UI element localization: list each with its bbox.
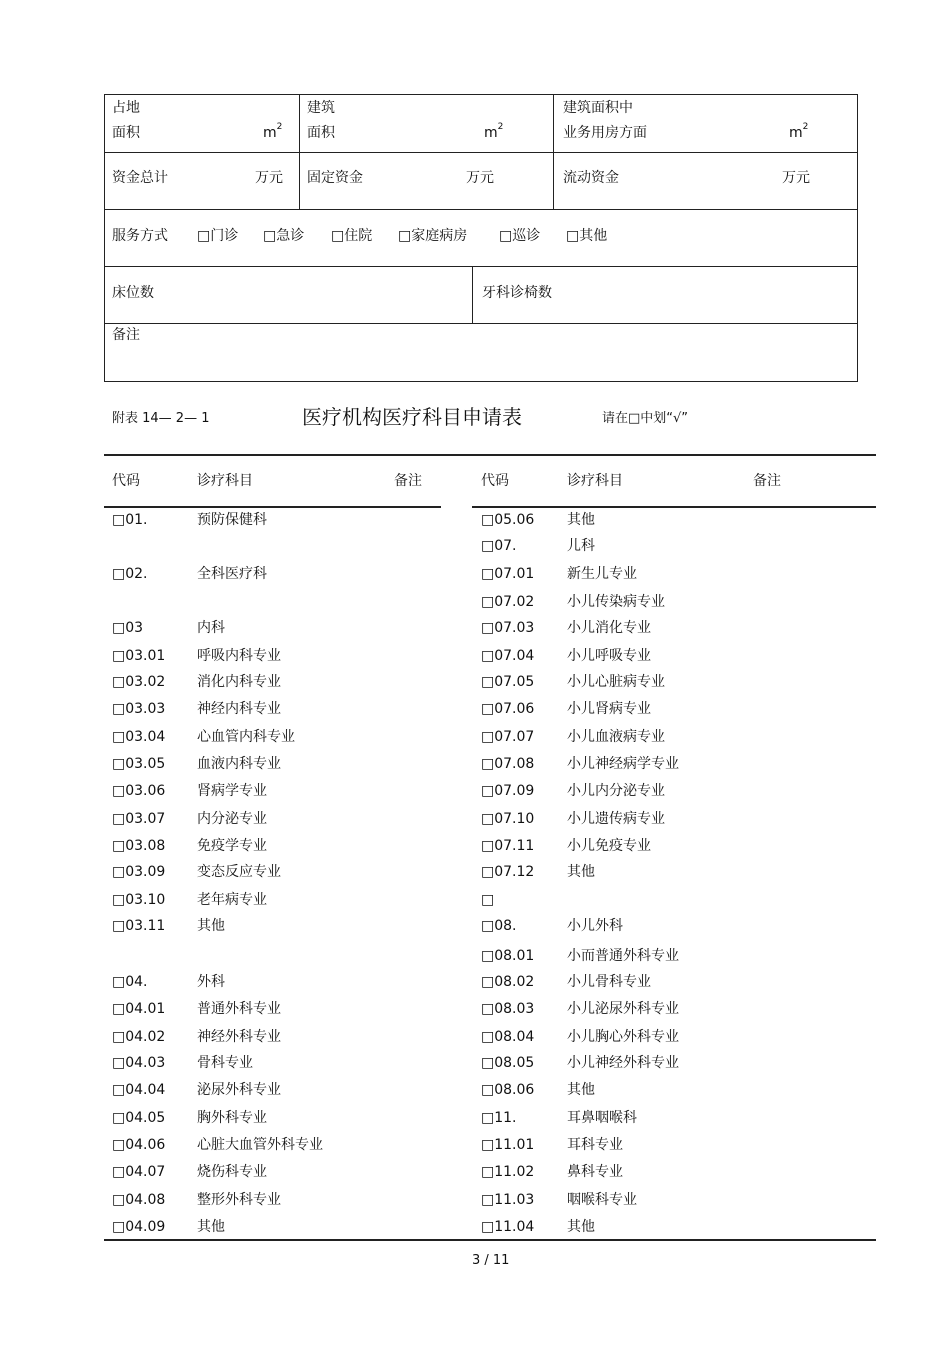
subject-code-checkbox[interactable]: □08.02 xyxy=(481,974,535,990)
table-row xyxy=(481,512,811,528)
row-divider xyxy=(104,152,858,153)
subject-code-checkbox[interactable]: □03.09 xyxy=(112,864,166,880)
subject-name: 心血管内科专业 xyxy=(197,729,295,745)
subject-code-checkbox[interactable]: □04.06 xyxy=(112,1137,166,1153)
subject-name: 预防保健科 xyxy=(197,512,267,528)
table-row xyxy=(112,648,442,664)
table-row xyxy=(112,1110,442,1126)
business-area-unit: $m^2$ xyxy=(789,122,809,141)
subject-code-checkbox[interactable]: □08. xyxy=(481,918,517,934)
right-header-code: 代码 xyxy=(481,473,509,489)
building-area-label-line1: 建筑 xyxy=(307,100,335,116)
table-top-rule xyxy=(104,454,876,456)
subject-code-checkbox[interactable]: □11. xyxy=(481,1110,517,1126)
row-divider xyxy=(104,209,858,210)
subject-name: 小儿传染病专业 xyxy=(567,594,665,610)
col-divider xyxy=(299,94,300,209)
subject-code-checkbox[interactable]: □ xyxy=(481,892,495,908)
table-bottom-rule xyxy=(104,1239,876,1241)
table-row xyxy=(112,1137,442,1153)
land-area-label-line1: 占地 xyxy=(112,100,140,116)
subject-name: 小儿外科 xyxy=(567,918,623,934)
col-divider xyxy=(472,266,473,323)
table-row xyxy=(112,1219,442,1235)
subject-name: 其他 xyxy=(197,1219,225,1235)
subject-name: 内科 xyxy=(197,620,225,636)
service-option-emergency[interactable]: □急诊 xyxy=(263,228,305,244)
subject-name: 血液内科专业 xyxy=(197,756,281,772)
subject-name: 小儿神经外科专业 xyxy=(567,1055,679,1071)
table-row xyxy=(481,892,811,908)
business-area-label-line2: 业务用房方面 xyxy=(563,125,647,141)
subject-name: 小而普通外科专业 xyxy=(567,948,679,964)
subject-name: 咽喉科专业 xyxy=(567,1192,637,1208)
subject-code-checkbox[interactable]: □01. xyxy=(112,512,148,528)
service-option-rounds[interactable]: □巡诊 xyxy=(499,228,541,244)
subject-name: 其他 xyxy=(567,512,595,528)
subject-name: 呼吸内科专业 xyxy=(197,648,281,664)
subject-code-checkbox[interactable]: □08.06 xyxy=(481,1082,535,1098)
subject-name: 老年病专业 xyxy=(197,892,267,908)
table-row xyxy=(481,538,811,554)
subject-code-checkbox[interactable]: □07.12 xyxy=(481,864,535,880)
subject-code-checkbox[interactable]: □07. xyxy=(481,538,517,554)
table-row xyxy=(481,974,811,990)
subject-name: 小儿泌尿外科专业 xyxy=(567,1001,679,1017)
subject-name: 烧伤科专业 xyxy=(197,1164,267,1180)
table-row xyxy=(112,892,442,908)
bed-count-label: 床位数 xyxy=(112,285,154,301)
subject-name: 内分泌专业 xyxy=(197,811,267,827)
table-row xyxy=(112,756,442,772)
subject-name: 全科医疗科 xyxy=(197,566,267,582)
dental-chair-count-label: 牙科诊椅数 xyxy=(482,285,552,301)
subject-name: 其他 xyxy=(567,1082,595,1098)
table-row xyxy=(481,729,811,745)
service-option-inpatient[interactable]: □住院 xyxy=(331,228,373,244)
table-row xyxy=(481,1110,811,1126)
subject-code-checkbox[interactable]: □03.10 xyxy=(112,892,166,908)
subject-code-checkbox[interactable]: □03.02 xyxy=(112,674,166,690)
service-mode-label: 服务方式 xyxy=(112,228,168,244)
subject-code-checkbox[interactable]: □04.05 xyxy=(112,1110,166,1126)
fixed-funds-label: 固定资金 xyxy=(307,170,363,186)
right-header-rule xyxy=(472,506,876,508)
table-row xyxy=(112,620,442,636)
subject-name: 消化内科专业 xyxy=(197,674,281,690)
table-row xyxy=(481,1055,811,1071)
land-area-label-line2: 面积 xyxy=(112,125,140,141)
subject-name: 儿科 xyxy=(567,538,595,554)
table-row xyxy=(481,566,811,582)
table-row xyxy=(112,729,442,745)
total-funds-label: 资金总计 xyxy=(112,170,168,186)
subject-code-checkbox[interactable]: □04.04 xyxy=(112,1082,166,1098)
table-row xyxy=(481,918,811,934)
table-row xyxy=(481,811,811,827)
service-option-outpatient[interactable]: □门诊 xyxy=(197,228,239,244)
col-divider xyxy=(553,94,554,209)
subject-name: 小儿呼吸专业 xyxy=(567,648,651,664)
subject-name: 小儿内分泌专业 xyxy=(567,783,665,799)
subject-code-checkbox[interactable]: □07.05 xyxy=(481,674,535,690)
subject-code-checkbox[interactable]: □07.09 xyxy=(481,783,535,799)
table-row xyxy=(112,1029,442,1045)
subject-name: 免疫学专业 xyxy=(197,838,267,854)
left-header-code: 代码 xyxy=(112,473,140,489)
right-header-subject: 诊疗科目 xyxy=(567,473,623,489)
right-header-note: 备注 xyxy=(753,473,781,489)
subject-name: 外科 xyxy=(197,974,225,990)
left-header-rule xyxy=(104,506,441,508)
service-option-other[interactable]: □其他 xyxy=(566,228,608,244)
subject-name: 泌尿外科专业 xyxy=(197,1082,281,1098)
subject-name: 小儿肾病专业 xyxy=(567,701,651,717)
subject-code-checkbox[interactable]: □08.05 xyxy=(481,1055,535,1071)
row-divider xyxy=(104,266,858,267)
subject-name: 整形外科专业 xyxy=(197,1192,281,1208)
row-divider xyxy=(104,323,858,324)
table-row xyxy=(112,674,442,690)
subject-name: 小儿心脏病专业 xyxy=(567,674,665,690)
subject-name: 心脏大血管外科专业 xyxy=(197,1137,323,1153)
table-row xyxy=(112,811,442,827)
subject-code-checkbox[interactable]: □03.05 xyxy=(112,756,166,772)
table-row xyxy=(112,512,442,528)
subject-name: 小儿血液病专业 xyxy=(567,729,665,745)
subject-name: 耳科专业 xyxy=(567,1137,623,1153)
table-row xyxy=(481,620,811,636)
building-area-label-line2: 面积 xyxy=(307,125,335,141)
subject-name: 小儿胸心外科专业 xyxy=(567,1029,679,1045)
table-row xyxy=(481,1137,811,1153)
land-area-unit: $m^2$ xyxy=(263,122,283,141)
subject-name: 神经外科专业 xyxy=(197,1029,281,1045)
subject-name: 小儿免疫专业 xyxy=(567,838,651,854)
table-row xyxy=(112,918,442,934)
subject-code-checkbox[interactable]: □04.02 xyxy=(112,1029,166,1045)
subject-name: 小儿神经病学专业 xyxy=(567,756,679,772)
subject-code-checkbox[interactable]: □03.07 xyxy=(112,811,166,827)
subject-name: 其他 xyxy=(567,864,595,880)
table-row xyxy=(112,1082,442,1098)
fixed-funds-unit: 万元 xyxy=(466,170,494,186)
subject-code-checkbox[interactable]: □04.01 xyxy=(112,1001,166,1017)
table-row xyxy=(481,594,811,610)
subject-code-checkbox[interactable]: □02. xyxy=(112,566,148,582)
table-row xyxy=(481,648,811,664)
table-row xyxy=(481,864,811,880)
table-row xyxy=(481,1029,811,1045)
subject-code-checkbox[interactable]: □03.08 xyxy=(112,838,166,854)
building-area-unit: $m^2$ xyxy=(484,122,504,141)
subject-code-checkbox[interactable]: □04.09 xyxy=(112,1219,166,1235)
subject-code-checkbox[interactable]: □11.04 xyxy=(481,1219,535,1235)
table-row xyxy=(481,838,811,854)
table-row xyxy=(112,1164,442,1180)
table-row xyxy=(112,1055,442,1071)
table-row xyxy=(481,674,811,690)
subject-name: 小儿消化专业 xyxy=(567,620,651,636)
subject-code-checkbox[interactable]: □04.07 xyxy=(112,1164,166,1180)
subject-code-checkbox[interactable]: □03.11 xyxy=(112,918,166,934)
subject-code-checkbox[interactable]: □11.01 xyxy=(481,1137,535,1153)
subject-code-checkbox[interactable]: □07.10 xyxy=(481,811,535,827)
subject-code-checkbox[interactable]: □07.06 xyxy=(481,701,535,717)
page-title: 医疗机构医疗科目申请表 xyxy=(302,405,522,429)
table-row xyxy=(112,1001,442,1017)
subject-code-checkbox[interactable]: □07.01 xyxy=(481,566,535,582)
remarks-label: 备注 xyxy=(112,327,140,343)
table-row xyxy=(481,783,811,799)
subject-code-checkbox[interactable]: □11.02 xyxy=(481,1164,535,1180)
subject-name: 新生儿专业 xyxy=(567,566,637,582)
current-funds-label: 流动资金 xyxy=(563,170,619,186)
current-funds-unit: 万元 xyxy=(782,170,810,186)
table-row xyxy=(481,1164,811,1180)
total-funds-unit: 万元 xyxy=(255,170,283,186)
table-row xyxy=(481,1001,811,1017)
appendix-id: 附表 14— 2— 1 xyxy=(112,411,210,426)
table-row xyxy=(481,1082,811,1098)
subject-name: 神经内科专业 xyxy=(197,701,281,717)
subject-code-checkbox[interactable]: □07.11 xyxy=(481,838,535,854)
table-row xyxy=(112,864,442,880)
subject-code-checkbox[interactable]: □03.03 xyxy=(112,701,166,717)
business-area-label-line1: 建筑面积中 xyxy=(563,100,633,116)
service-option-home-ward[interactable]: □家庭病房 xyxy=(398,228,468,244)
subject-name: 鼻科专业 xyxy=(567,1164,623,1180)
subject-code-checkbox[interactable]: □08.03 xyxy=(481,1001,535,1017)
subject-code-checkbox[interactable]: □04. xyxy=(112,974,148,990)
subject-name: 变态反应专业 xyxy=(197,864,281,880)
table-row xyxy=(112,783,442,799)
subject-code-checkbox[interactable]: □07.08 xyxy=(481,756,535,772)
table-row xyxy=(112,701,442,717)
table-row xyxy=(112,1192,442,1208)
table-row xyxy=(481,1219,811,1235)
table-row xyxy=(112,974,442,990)
subject-code-checkbox[interactable]: □04.08 xyxy=(112,1192,166,1208)
subject-code-checkbox[interactable]: □07.04 xyxy=(481,648,535,664)
table-row xyxy=(481,701,811,717)
subject-name: 小儿骨科专业 xyxy=(567,974,651,990)
subject-code-checkbox[interactable]: □03 xyxy=(112,620,144,636)
subject-code-checkbox[interactable]: □05.06 xyxy=(481,512,535,528)
table-row xyxy=(481,756,811,772)
subject-code-checkbox[interactable]: □03.06 xyxy=(112,783,166,799)
table-row xyxy=(112,838,442,854)
subject-code-checkbox[interactable]: □07.07 xyxy=(481,729,535,745)
subject-code-checkbox[interactable]: □11.03 xyxy=(481,1192,535,1208)
subject-code-checkbox[interactable]: □03.01 xyxy=(112,648,166,664)
subject-name: 耳鼻咽喉科 xyxy=(567,1110,637,1126)
subject-name: 胸外科专业 xyxy=(197,1110,267,1126)
subject-name: 肾病学专业 xyxy=(197,783,267,799)
subject-code-checkbox[interactable]: □07.02 xyxy=(481,594,535,610)
left-header-note: 备注 xyxy=(394,473,422,489)
table-row xyxy=(112,566,442,582)
subject-name: 普通外科专业 xyxy=(197,1001,281,1017)
table-row xyxy=(481,948,811,964)
subject-name: 小儿遗传病专业 xyxy=(567,811,665,827)
table-row xyxy=(481,1192,811,1208)
subject-name: 其他 xyxy=(197,918,225,934)
subject-name: 骨科专业 xyxy=(197,1055,253,1071)
instruction-text: 请在□中划“√” xyxy=(602,411,689,426)
subject-name: 其他 xyxy=(567,1219,595,1235)
subject-code-checkbox[interactable]: □03.04 xyxy=(112,729,166,745)
left-header-subject: 诊疗科目 xyxy=(197,473,253,489)
subject-code-checkbox[interactable]: □08.01 xyxy=(481,948,535,964)
subject-code-checkbox[interactable]: □08.04 xyxy=(481,1029,535,1045)
subject-code-checkbox[interactable]: □04.03 xyxy=(112,1055,166,1071)
subject-code-checkbox[interactable]: □07.03 xyxy=(481,620,535,636)
page-number: 3 / 11 xyxy=(472,1253,510,1268)
